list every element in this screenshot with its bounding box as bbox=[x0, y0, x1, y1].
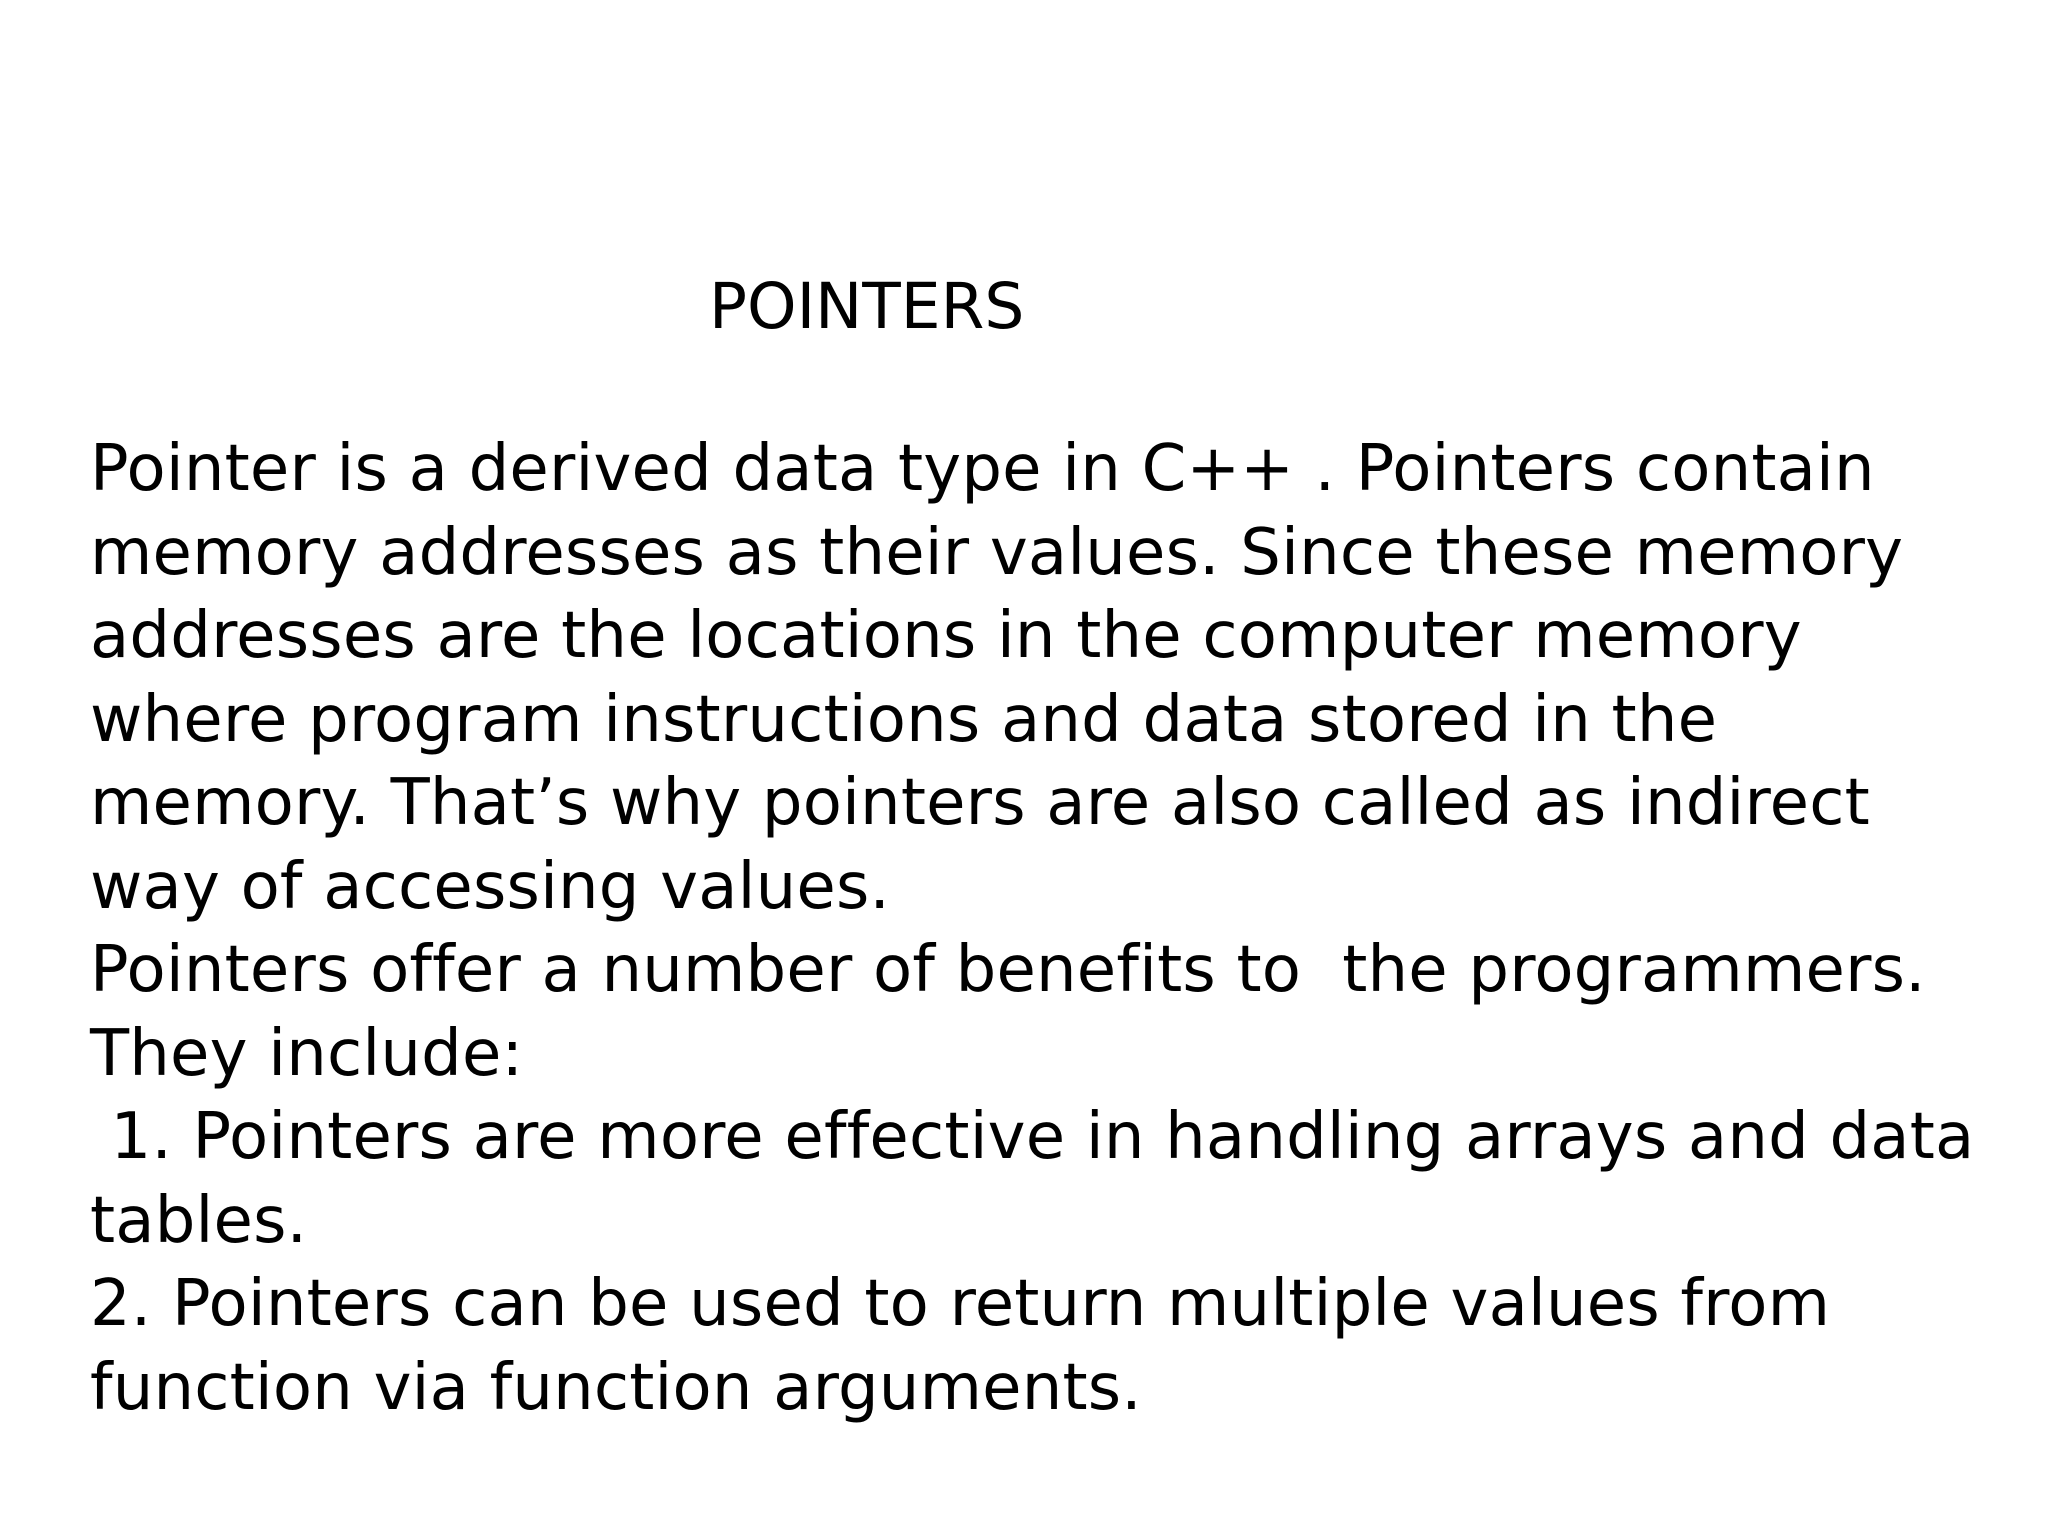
body-line: tables. bbox=[90, 1183, 308, 1258]
slide-title: POINTERS bbox=[709, 270, 1025, 343]
body-line: function via function arguments. bbox=[90, 1350, 1142, 1425]
body-line: where program instructions and data stored in the bbox=[90, 682, 1718, 757]
body-line: addresses are the locations in the computer memory bbox=[90, 599, 1802, 673]
list-item-2: 2. Pointers can be used to return multiple values from bbox=[90, 1267, 1831, 1341]
body-line: memory addresses as their values. Since these memory bbox=[90, 515, 1904, 590]
body-line: memory. That’s why pointers are also called as indirect bbox=[90, 766, 1870, 840]
body-line: Pointers offer a number of benefits to the programmers. bbox=[90, 933, 1926, 1007]
body-line: They include: bbox=[90, 1016, 524, 1091]
slide-body bbox=[90, 428, 2020, 1430]
body-line: Pointer is a derived data type in C++ . Pointers contain bbox=[90, 432, 1875, 506]
body-line: way of accessing values. bbox=[90, 849, 891, 924]
list-item-1: 1. Pointers are more effective in handling arrays and data bbox=[90, 1100, 1975, 1174]
